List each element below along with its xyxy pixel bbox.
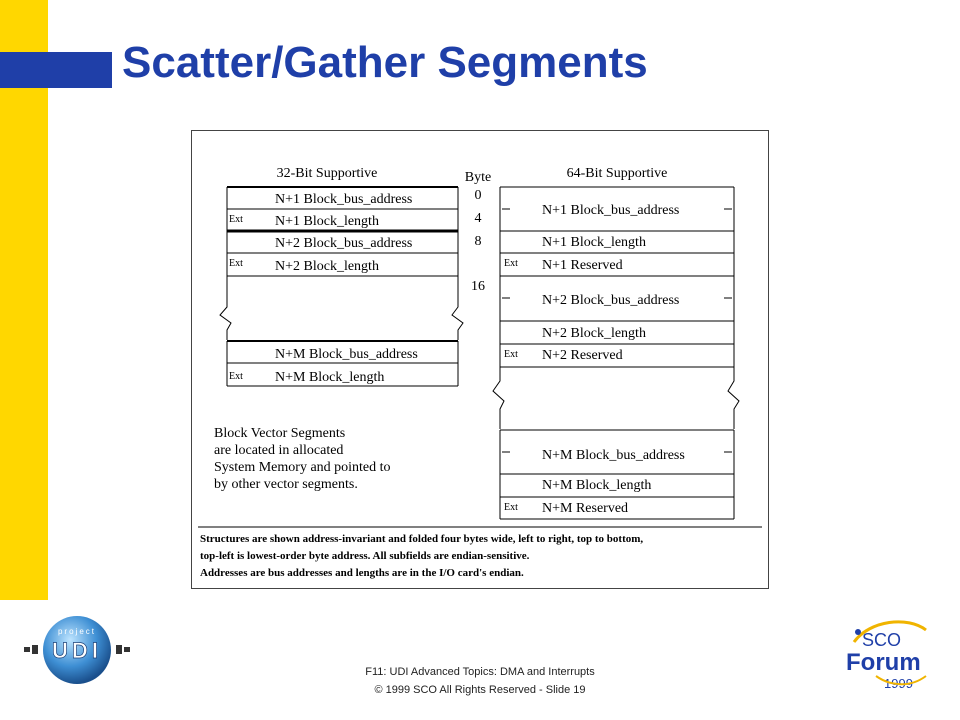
diagram-frame <box>191 130 769 589</box>
left-row-4: N+2 Block_length <box>275 259 379 274</box>
udi-project-label: project <box>57 627 97 636</box>
right-row-4: N+2 Block_bus_address <box>542 293 680 308</box>
caption-line-2: top-left is lowest-order byte address. All subfields are endian-sensitive. <box>200 550 530 562</box>
footer-line-1: F11: UDI Advanced Topics: DMA and Interrupts <box>365 666 595 678</box>
right-row-9: N+M Reserved <box>542 501 629 516</box>
forum-logo-text: Forum <box>846 649 921 676</box>
note-line-4: by other vector segments. <box>214 477 358 492</box>
right-row-1: N+1 Block_bus_address <box>542 203 680 218</box>
side-accent-bar <box>0 0 48 600</box>
caption-line-1: Structures are shown address-invariant and folded four bytes wide, left to right, top to bottom, <box>200 533 644 545</box>
left-row-3: N+2 Block_bus_address <box>275 236 413 251</box>
left-heading: 32-Bit Supportive <box>276 166 378 181</box>
byte-offset-16: 16 <box>471 279 485 294</box>
forum-year-text: 1999 <box>884 676 913 691</box>
right-row-8: N+M Block_length <box>542 478 652 493</box>
left-row-5: N+M Block_bus_address <box>275 347 418 362</box>
sco-logo-text: SCO <box>862 630 902 650</box>
right-row-3: N+1 Reserved <box>542 258 623 273</box>
left-row-6: N+M Block_length <box>275 370 385 385</box>
udi-logo-text: UDI <box>52 638 102 663</box>
scatter-gather-diagram <box>192 131 768 588</box>
right-ext-label-2: Ext <box>504 349 518 360</box>
note-line-2: are located in allocated <box>214 443 344 458</box>
right-row-2: N+1 Block_length <box>542 235 646 250</box>
right-row-6: N+2 Reserved <box>542 348 623 363</box>
slide-title: Scatter/Gather Segments <box>122 38 648 87</box>
left-row-2: N+1 Block_length <box>275 214 379 229</box>
right-ext-label-1: Ext <box>504 258 518 269</box>
right-row-5: N+2 Block_length <box>542 326 646 341</box>
left-ext-label-2: Ext <box>229 258 243 269</box>
byte-offset-8: 8 <box>474 234 482 249</box>
right-row-7: N+M Block_bus_address <box>542 448 685 463</box>
footer-line-2: © 1999 SCO All Rights Reserved - Slide 19 <box>374 684 586 696</box>
byte-offset-0: 0 <box>474 188 482 203</box>
note-line-1: Block Vector Segments <box>214 426 346 441</box>
note-line-3: System Memory and pointed to <box>214 460 391 475</box>
title-accent-bar <box>0 52 112 88</box>
left-ext-label-1: Ext <box>229 214 243 225</box>
right-ext-label-3: Ext <box>504 502 518 513</box>
right-heading: 64-Bit Supportive <box>566 166 668 181</box>
caption-line-3: Addresses are bus addresses and lengths are in the I/O card's endian. <box>200 567 524 579</box>
left-ext-label-3: Ext <box>229 371 243 382</box>
byte-heading: Byte <box>464 170 492 185</box>
byte-offset-4: 4 <box>474 211 482 226</box>
left-row-1: N+1 Block_bus_address <box>275 192 413 207</box>
